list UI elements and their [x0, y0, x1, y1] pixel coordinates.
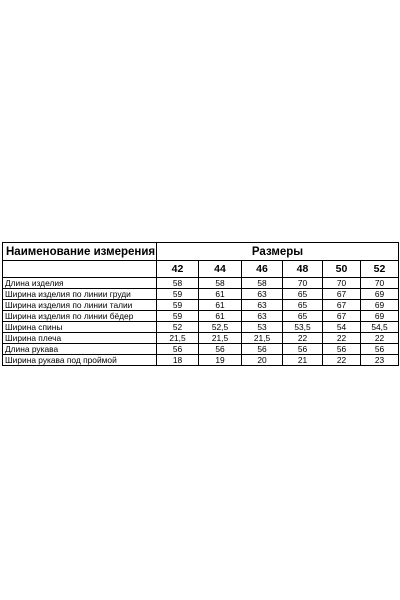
measurement-value: 63	[242, 300, 283, 311]
measurement-value: 69	[361, 300, 399, 311]
table-row	[3, 322, 399, 333]
measurement-value: 65	[283, 289, 323, 300]
measurement-value: 67	[323, 311, 361, 322]
measurement-value: 54	[323, 322, 361, 333]
measurement-label: Длина изделия	[3, 278, 157, 289]
measurement-value: 61	[199, 311, 242, 322]
measurement-value: 23	[361, 355, 399, 366]
measurement-value: 22	[361, 333, 399, 344]
table-row	[3, 355, 399, 366]
measurement-value: 58	[242, 278, 283, 289]
blank-header-cell	[3, 261, 157, 278]
measurement-value: 58	[157, 278, 199, 289]
measurement-value: 20	[242, 355, 283, 366]
measurement-value: 19	[199, 355, 242, 366]
measurement-value: 70	[361, 278, 399, 289]
table-row	[3, 300, 399, 311]
measurement-value: 69	[361, 311, 399, 322]
measurement-value: 21,5	[242, 333, 283, 344]
measurement-value: 22	[283, 333, 323, 344]
measurement-value: 21,5	[157, 333, 199, 344]
measurement-value: 59	[157, 311, 199, 322]
measurement-value: 56	[242, 344, 283, 355]
measurement-label: Ширина рукава под проймой	[3, 355, 157, 366]
measurement-value: 56	[199, 344, 242, 355]
measurement-value: 53	[242, 322, 283, 333]
measurement-value: 59	[157, 289, 199, 300]
size-chart-table	[2, 242, 399, 366]
measurement-value: 53,5	[283, 322, 323, 333]
measurement-value: 22	[323, 355, 361, 366]
measurement-value: 59	[157, 300, 199, 311]
table-body	[3, 243, 399, 366]
measurement-label: Ширина изделия по линии бёдер	[3, 311, 157, 322]
table-row	[3, 289, 399, 300]
measurement-label: Длина рукава	[3, 344, 157, 355]
measurement-value: 56	[157, 344, 199, 355]
measurement-value: 21,5	[199, 333, 242, 344]
measurement-value: 70	[323, 278, 361, 289]
measurement-value: 63	[242, 289, 283, 300]
measurement-name-header: Наименование измерения	[3, 243, 157, 261]
measurement-value: 61	[199, 300, 242, 311]
table-row	[3, 311, 399, 322]
measurement-value: 52	[157, 322, 199, 333]
measurement-label: Ширина изделия по линии груди	[3, 289, 157, 300]
measurement-value: 63	[242, 311, 283, 322]
measurement-value: 52,5	[199, 322, 242, 333]
measurement-value: 54,5	[361, 322, 399, 333]
measurement-label: Ширина плеча	[3, 333, 157, 344]
measurement-value: 65	[283, 311, 323, 322]
measurement-value: 67	[323, 300, 361, 311]
sizes-header: Размеры	[157, 243, 399, 261]
size-header-cell: 44	[199, 261, 242, 278]
measurement-value: 56	[361, 344, 399, 355]
measurement-value: 70	[283, 278, 323, 289]
measurement-value: 58	[199, 278, 242, 289]
table-row	[3, 333, 399, 344]
size-header-cell: 42	[157, 261, 199, 278]
measurement-value: 21	[283, 355, 323, 366]
measurement-value: 56	[323, 344, 361, 355]
table-row	[3, 278, 399, 289]
size-header-cell: 50	[323, 261, 361, 278]
size-numbers-row	[3, 261, 399, 278]
measurement-value: 22	[323, 333, 361, 344]
size-header-cell: 46	[242, 261, 283, 278]
measurement-value: 61	[199, 289, 242, 300]
measurement-value: 67	[323, 289, 361, 300]
size-header-cell: 48	[283, 261, 323, 278]
measurement-value: 56	[283, 344, 323, 355]
measurement-value: 18	[157, 355, 199, 366]
measurement-label: Ширина спины	[3, 322, 157, 333]
measurement-label: Ширина изделия по линии талии	[3, 300, 157, 311]
measurement-value: 65	[283, 300, 323, 311]
measurement-value: 69	[361, 289, 399, 300]
table-row	[3, 344, 399, 355]
header-row	[3, 243, 399, 261]
size-header-cell: 52	[361, 261, 399, 278]
